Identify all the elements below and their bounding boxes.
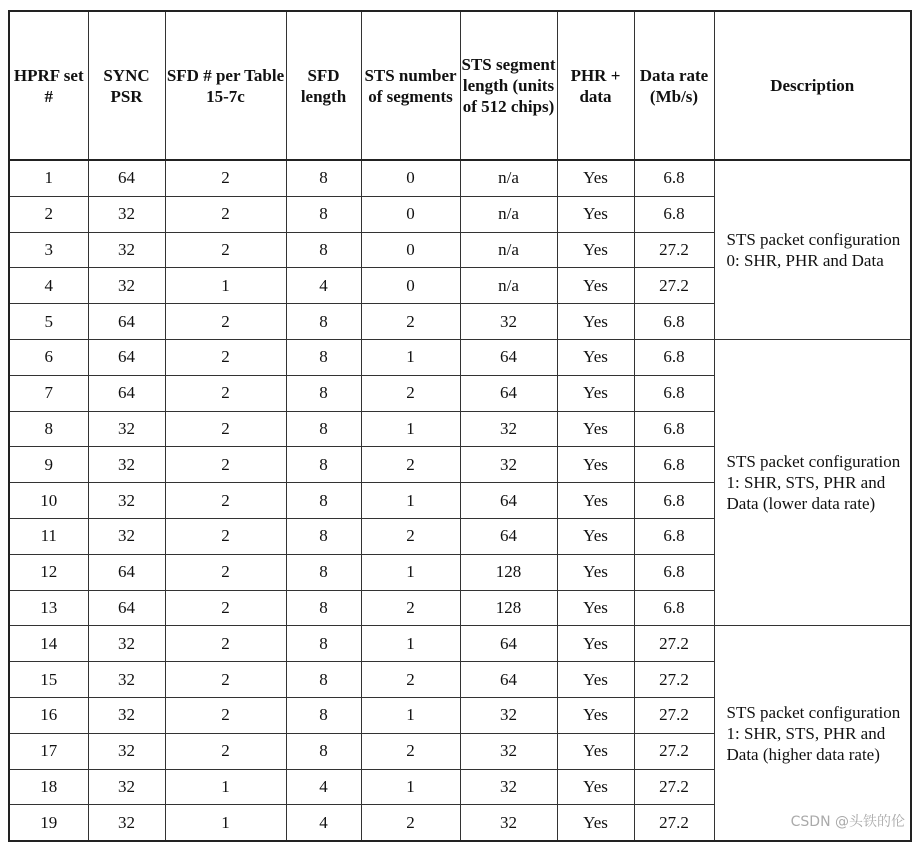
cell-sts-segment-length: 64 (460, 339, 557, 375)
cell-data-rate: 6.8 (634, 483, 714, 519)
cell-sts-segments: 2 (361, 590, 460, 626)
cell-data-rate: 6.8 (634, 554, 714, 590)
cell-data-rate: 6.8 (634, 590, 714, 626)
cell-sts-segment-length: 32 (460, 411, 557, 447)
cell-sts-segments: 0 (361, 196, 460, 232)
cell-sts-segment-length: 64 (460, 626, 557, 662)
cell-phr-data: Yes (557, 697, 634, 733)
cell-phr-data: Yes (557, 196, 634, 232)
cell-sfd-length: 8 (286, 339, 361, 375)
cell-hprf-set: 6 (9, 339, 88, 375)
cell-phr-data: Yes (557, 483, 634, 519)
table-row (9, 626, 911, 662)
header-phr-data: PHR + data (557, 11, 634, 160)
cell-sfd-number: 2 (165, 733, 286, 769)
cell-hprf-set: 8 (9, 411, 88, 447)
cell-phr-data: Yes (557, 805, 634, 841)
cell-data-rate: 6.8 (634, 304, 714, 340)
cell-data-rate: 6.8 (634, 196, 714, 232)
cell-sts-segment-length: 64 (460, 483, 557, 519)
cell-hprf-set: 13 (9, 590, 88, 626)
cell-sfd-number: 2 (165, 590, 286, 626)
cell-sts-segments: 1 (361, 769, 460, 805)
cell-hprf-set: 12 (9, 554, 88, 590)
cell-sts-segment-length: 32 (460, 733, 557, 769)
cell-data-rate: 27.2 (634, 733, 714, 769)
cell-sfd-number: 2 (165, 160, 286, 196)
cell-sfd-length: 8 (286, 160, 361, 196)
cell-sfd-length: 8 (286, 483, 361, 519)
cell-sts-segments: 2 (361, 518, 460, 554)
cell-data-rate: 6.8 (634, 375, 714, 411)
cell-sfd-length: 8 (286, 411, 361, 447)
cell-phr-data: Yes (557, 232, 634, 268)
cell-sts-segment-length: n/a (460, 160, 557, 196)
cell-hprf-set: 1 (9, 160, 88, 196)
cell-sfd-length: 8 (286, 304, 361, 340)
cell-sts-segment-length: 32 (460, 769, 557, 805)
hprf-table (8, 10, 912, 842)
cell-phr-data: Yes (557, 375, 634, 411)
cell-sync-psr: 32 (88, 662, 165, 698)
cell-sfd-length: 4 (286, 805, 361, 841)
cell-sync-psr: 32 (88, 232, 165, 268)
cell-sts-segment-length: 64 (460, 375, 557, 411)
cell-sync-psr: 64 (88, 375, 165, 411)
cell-sfd-length: 8 (286, 662, 361, 698)
cell-sfd-number: 2 (165, 304, 286, 340)
cell-hprf-set: 9 (9, 447, 88, 483)
cell-hprf-set: 10 (9, 483, 88, 519)
cell-sync-psr: 32 (88, 483, 165, 519)
cell-sts-segments: 1 (361, 697, 460, 733)
cell-hprf-set: 16 (9, 697, 88, 733)
cell-sync-psr: 32 (88, 268, 165, 304)
cell-sync-psr: 64 (88, 160, 165, 196)
cell-sts-segment-length: 128 (460, 590, 557, 626)
cell-sync-psr: 64 (88, 554, 165, 590)
cell-sfd-length: 8 (286, 590, 361, 626)
cell-sts-segments: 2 (361, 447, 460, 483)
cell-sfd-number: 2 (165, 518, 286, 554)
cell-sts-segments: 0 (361, 160, 460, 196)
cell-sts-segment-length: 64 (460, 518, 557, 554)
cell-sync-psr: 32 (88, 518, 165, 554)
cell-hprf-set: 17 (9, 733, 88, 769)
cell-sts-segments: 2 (361, 733, 460, 769)
cell-data-rate: 6.8 (634, 447, 714, 483)
cell-sfd-number: 2 (165, 447, 286, 483)
cell-sfd-number: 2 (165, 375, 286, 411)
cell-sfd-number: 2 (165, 411, 286, 447)
cell-sts-segment-length: 32 (460, 805, 557, 841)
cell-data-rate: 6.8 (634, 160, 714, 196)
cell-sts-segments: 0 (361, 268, 460, 304)
cell-sync-psr: 64 (88, 590, 165, 626)
cell-sync-psr: 32 (88, 196, 165, 232)
cell-sfd-length: 8 (286, 554, 361, 590)
cell-sts-segment-length: 32 (460, 447, 557, 483)
cell-sync-psr: 32 (88, 769, 165, 805)
cell-sync-psr: 64 (88, 304, 165, 340)
table-body (9, 160, 911, 841)
description-cell: STS packet configuration 0: SHR, PHR and Data (714, 160, 911, 339)
cell-hprf-set: 3 (9, 232, 88, 268)
cell-sync-psr: 32 (88, 411, 165, 447)
cell-data-rate: 6.8 (634, 518, 714, 554)
cell-data-rate: 6.8 (634, 411, 714, 447)
header-row (9, 11, 911, 160)
cell-data-rate: 27.2 (634, 626, 714, 662)
cell-phr-data: Yes (557, 339, 634, 375)
cell-phr-data: Yes (557, 769, 634, 805)
cell-hprf-set: 14 (9, 626, 88, 662)
cell-sfd-number: 2 (165, 662, 286, 698)
cell-data-rate: 27.2 (634, 697, 714, 733)
cell-hprf-set: 7 (9, 375, 88, 411)
cell-sfd-number: 1 (165, 769, 286, 805)
header-sts-segment-length: STS segment length (units of 512 chips) (460, 11, 557, 160)
cell-sts-segment-length: n/a (460, 196, 557, 232)
cell-sts-segment-length: n/a (460, 268, 557, 304)
cell-phr-data: Yes (557, 554, 634, 590)
header-hprf-set: HPRF set # (9, 11, 88, 160)
cell-hprf-set: 11 (9, 518, 88, 554)
cell-phr-data: Yes (557, 733, 634, 769)
cell-hprf-set: 4 (9, 268, 88, 304)
header-sts-segments: STS number of segments (361, 11, 460, 160)
cell-sync-psr: 32 (88, 447, 165, 483)
table-row (9, 160, 911, 196)
header-description: Description (714, 11, 911, 160)
cell-sfd-number: 2 (165, 697, 286, 733)
cell-sync-psr: 32 (88, 733, 165, 769)
cell-sts-segments: 2 (361, 375, 460, 411)
cell-sync-psr: 32 (88, 626, 165, 662)
cell-sfd-number: 2 (165, 483, 286, 519)
cell-sts-segment-length: n/a (460, 232, 557, 268)
cell-sts-segment-length: 64 (460, 662, 557, 698)
cell-sts-segment-length: 128 (460, 554, 557, 590)
cell-data-rate: 27.2 (634, 662, 714, 698)
cell-sfd-length: 4 (286, 769, 361, 805)
cell-data-rate: 27.2 (634, 769, 714, 805)
cell-phr-data: Yes (557, 518, 634, 554)
cell-sfd-number: 2 (165, 554, 286, 590)
cell-data-rate: 6.8 (634, 339, 714, 375)
cell-sts-segment-length: 32 (460, 304, 557, 340)
cell-sync-psr: 32 (88, 697, 165, 733)
cell-hprf-set: 15 (9, 662, 88, 698)
watermark: CSDN @头铁的伦 (790, 814, 905, 830)
cell-data-rate: 27.2 (634, 268, 714, 304)
cell-sfd-length: 8 (286, 232, 361, 268)
cell-phr-data: Yes (557, 662, 634, 698)
cell-sts-segments: 1 (361, 483, 460, 519)
cell-hprf-set: 19 (9, 805, 88, 841)
cell-sts-segments: 1 (361, 411, 460, 447)
cell-sfd-number: 2 (165, 232, 286, 268)
cell-data-rate: 27.2 (634, 232, 714, 268)
cell-sfd-length: 8 (286, 375, 361, 411)
cell-sfd-length: 8 (286, 447, 361, 483)
cell-sfd-number: 2 (165, 626, 286, 662)
cell-hprf-set: 18 (9, 769, 88, 805)
cell-phr-data: Yes (557, 160, 634, 196)
table-row (9, 339, 911, 375)
header-sfd-number: SFD # per Table 15-7c (165, 11, 286, 160)
cell-phr-data: Yes (557, 304, 634, 340)
cell-sts-segments: 1 (361, 554, 460, 590)
cell-sfd-length: 8 (286, 697, 361, 733)
cell-data-rate: 27.2 (634, 805, 714, 841)
cell-phr-data: Yes (557, 626, 634, 662)
cell-sts-segment-length: 32 (460, 697, 557, 733)
cell-sfd-length: 8 (286, 626, 361, 662)
description-cell: STS packet configuration 1: SHR, STS, PHR and Data (lower data rate) (714, 339, 911, 625)
cell-phr-data: Yes (557, 590, 634, 626)
cell-sts-segments: 2 (361, 805, 460, 841)
cell-sts-segments: 1 (361, 626, 460, 662)
cell-sts-segments: 1 (361, 339, 460, 375)
cell-hprf-set: 5 (9, 304, 88, 340)
cell-phr-data: Yes (557, 268, 634, 304)
cell-phr-data: Yes (557, 411, 634, 447)
cell-hprf-set: 2 (9, 196, 88, 232)
cell-sts-segments: 0 (361, 232, 460, 268)
cell-sts-segments: 2 (361, 662, 460, 698)
cell-sfd-length: 8 (286, 196, 361, 232)
cell-sfd-number: 1 (165, 805, 286, 841)
description-cell: STS packet configuration 1: SHR, STS, PHR and Data (higher data rate) (714, 626, 911, 841)
cell-sfd-length: 8 (286, 733, 361, 769)
header-data-rate: Data rate (Mb/s) (634, 11, 714, 160)
cell-sts-segments: 2 (361, 304, 460, 340)
cell-phr-data: Yes (557, 447, 634, 483)
cell-sfd-length: 8 (286, 518, 361, 554)
cell-sync-psr: 32 (88, 805, 165, 841)
cell-sfd-number: 2 (165, 196, 286, 232)
cell-sfd-length: 4 (286, 268, 361, 304)
header-sync-psr: SYNC PSR (88, 11, 165, 160)
cell-sync-psr: 64 (88, 339, 165, 375)
header-sfd-length: SFD length (286, 11, 361, 160)
cell-sfd-number: 1 (165, 268, 286, 304)
cell-sfd-number: 2 (165, 339, 286, 375)
